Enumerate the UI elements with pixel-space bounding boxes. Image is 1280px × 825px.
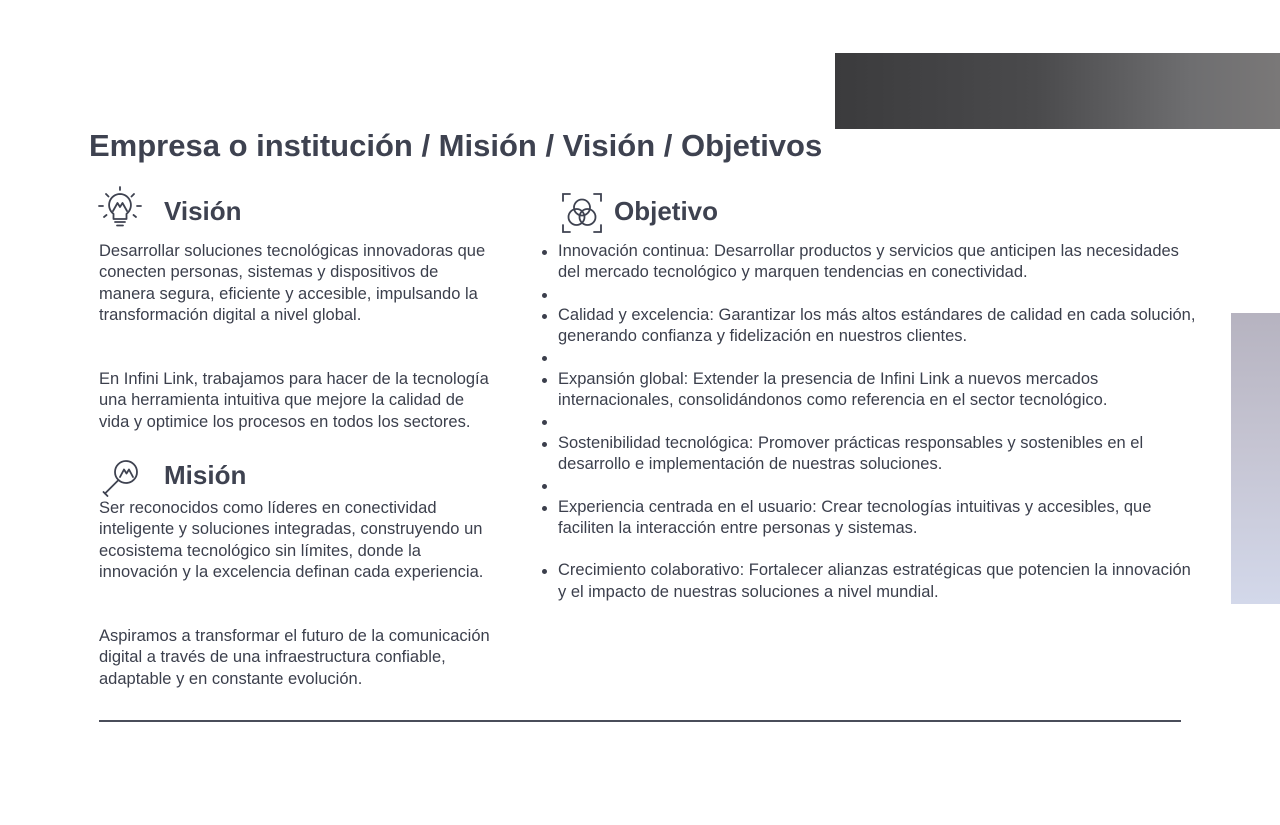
mision-heading: Misión [164, 460, 247, 490]
vision-paragraph-2: En Infini Link, trabajamos para hacer de la tecnología una herramienta intuitiva que mejore la calidad de vida y optimice los procesos en todos los sectores. [99, 370, 489, 431]
mision-paragraph-1: Ser reconocidos como líderes en conectividad inteligente y soluciones integradas, construyendo un ecosistema tecnológico sin límites, donde la innovación y la excelencia definan cada experiencia. [99, 499, 484, 581]
lightbulb-icon [98, 186, 142, 230]
decorative-top-bar [835, 53, 1280, 129]
objetivo-heading: Objetivo [614, 196, 719, 226]
objetivo-item-innovacion: Innovación continua: Desarrollar productos y servicios que anticipen las necesidades del mercado tecnológico y marquen tendencias en conectividad. [541, 241, 1201, 284]
objetivo-item-experiencia: Experiencia centrada en el usuario: Crear tecnologías intuitivas y accesibles, que faciliten la interacción entre personas y sistemas. [541, 497, 1201, 540]
mision-paragraph-2: Aspiramos a transformar el futuro de la comunicación digital a través de una infraestructura confiable, adaptable y en constante evolución. [99, 627, 490, 688]
objetivo-item-sostenibilidad: Sostenibilidad tecnológica: Promover prácticas responsables y sostenibles en el desarrollo e implementación de nuestras soluciones. [541, 433, 1201, 476]
target-circles-icon [561, 192, 603, 234]
objetivo-item-empty [541, 284, 1201, 305]
vision-paragraph-1: Desarrollar soluciones tecnológicas innovadoras que conecten personas, sistemas y dispositivos de manera segura, eficiente y accesible, impulsando la transformación digital a nivel global. [99, 242, 486, 324]
bottom-divider [99, 720, 1181, 722]
magnifier-icon [101, 459, 143, 499]
objetivo-item-empty [541, 347, 1201, 368]
decorative-side-bar [1231, 313, 1280, 604]
objetivo-item-expansion: Expansión global: Extender la presencia de Infini Link a nuevos mercados internacionales, consolidándonos como referencia en el sector tecnológico. [541, 369, 1201, 412]
page-title: Empresa o institución / Misión / Visión / Objetivos [89, 128, 823, 163]
objetivo-item-empty [541, 411, 1201, 432]
objetivo-item-crecimiento: Crecimiento colaborativo: Fortalecer alianzas estratégicas que potencien la innovación y el impacto de nuestras soluciones a nivel mundial. [541, 560, 1201, 603]
objetivo-item-empty [541, 475, 1201, 496]
vision-heading: Visión [164, 196, 242, 226]
objetivo-list [541, 241, 1201, 603]
objetivo-item-calidad: Calidad y excelencia: Garantizar los más altos estándares de calidad en cada solución, generando confianza y fidelización en nuestros clientes. [541, 305, 1201, 348]
